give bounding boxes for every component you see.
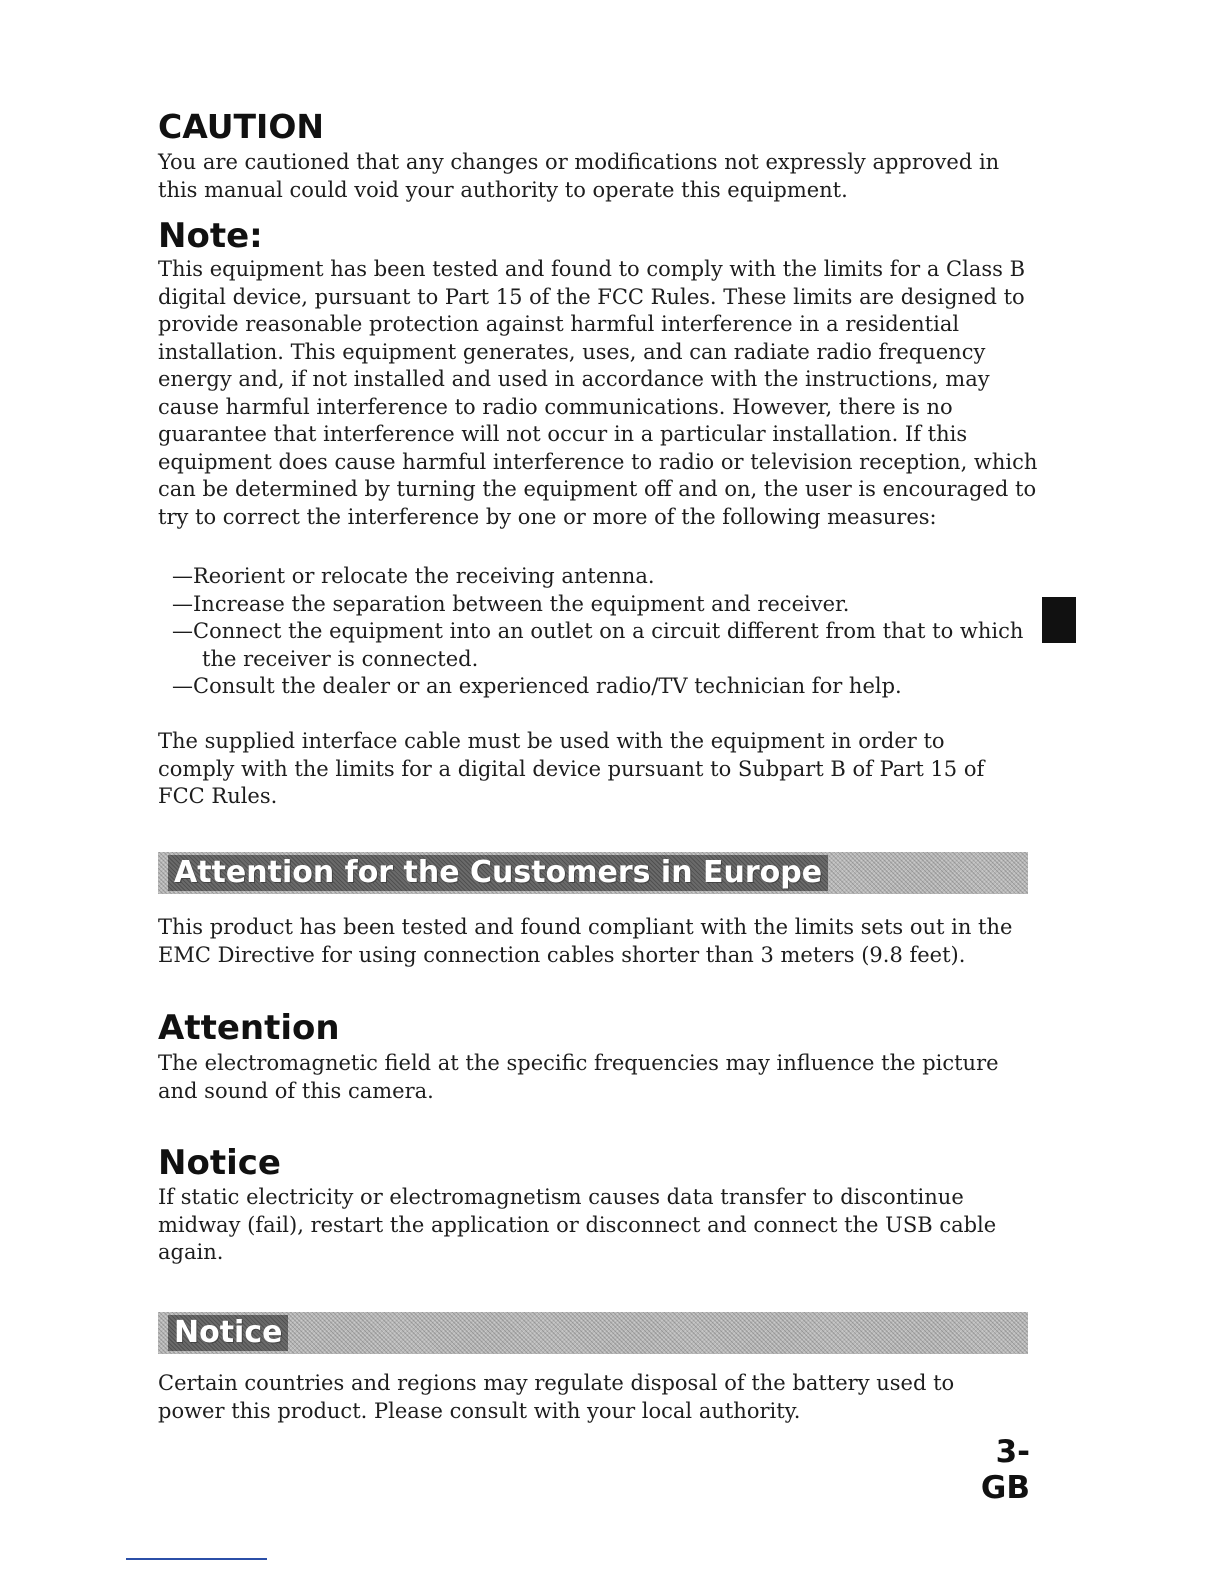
measures-list [172,563,1032,701]
measure-item: —Reorient or relocate the receiving antenna. [172,564,655,588]
attention-heading: Attention [158,1008,340,1048]
notice-banner-title: Notice [168,1315,288,1351]
europe-banner [158,852,1028,894]
bottom-rule [126,1558,267,1560]
measure-item: —Connect the equipment into an outlet on a circuit different from that to which the receiver is connected. [172,619,1024,671]
cable-text: The supplied interface cable must be used with the equipment in order to comply with the limits for a digital device pursuant to Subpart B of Part 15 of FCC Rules. [158,729,985,808]
notice-banner [158,1312,1028,1354]
europe-banner-title: Attention for the Customers in Europe [168,855,828,891]
caution-heading: CAUTION [158,107,324,146]
note-text: This equipment has been tested and found to comply with the limits for a Class B digital device, pursuant to Part 15 of the FCC Rules. These limits are designed to provide reasonable protection against harmful interference in a residential installation. This equipment generates, uses, and can radiate radio frequency energy and, if not installed and used in accordance with the instructions, may cause harmful interference to radio communications. However, there is no guarantee that interference will not occur in a particular installation. If this equipment does cause harmful interference to radio or television reception, which can be determined by turning the equipment off and on, the user is encouraged to try to correct the interference by one or more of the following measures: [158,257,1038,529]
battery-text: Certain countries and regions may regulate disposal of the battery used to power this product. Please consult with your local authority. [158,1371,955,1423]
section-marker [1042,597,1076,643]
measure-item: —Increase the separation between the equipment and receiver. [172,591,850,616]
measure-item: —Consult the dealer or an experienced radio/TV technician for help. [172,674,902,698]
caution-text: You are cautioned that any changes or modifications not expressly approved in this manual could void your authority to operate this equipment. [158,150,1000,202]
note-heading: Note: [158,216,263,256]
page-number: 3-GB [980,1434,1030,1506]
notice-text: If static electricity or electromagnetism causes data transfer to discontinue midway (fail), restart the application or disconnect and connect the USB cable again. [158,1185,997,1264]
europe-text: This product has been tested and found compliant with the limits sets out in the EMC Directive for using connection cables shorter than 3 meters (9.8 feet). [158,915,1013,967]
attention-text: The electromagnetic field at the specific frequencies may influence the picture and sound of this camera. [158,1051,999,1103]
notice-heading: Notice [158,1143,281,1183]
